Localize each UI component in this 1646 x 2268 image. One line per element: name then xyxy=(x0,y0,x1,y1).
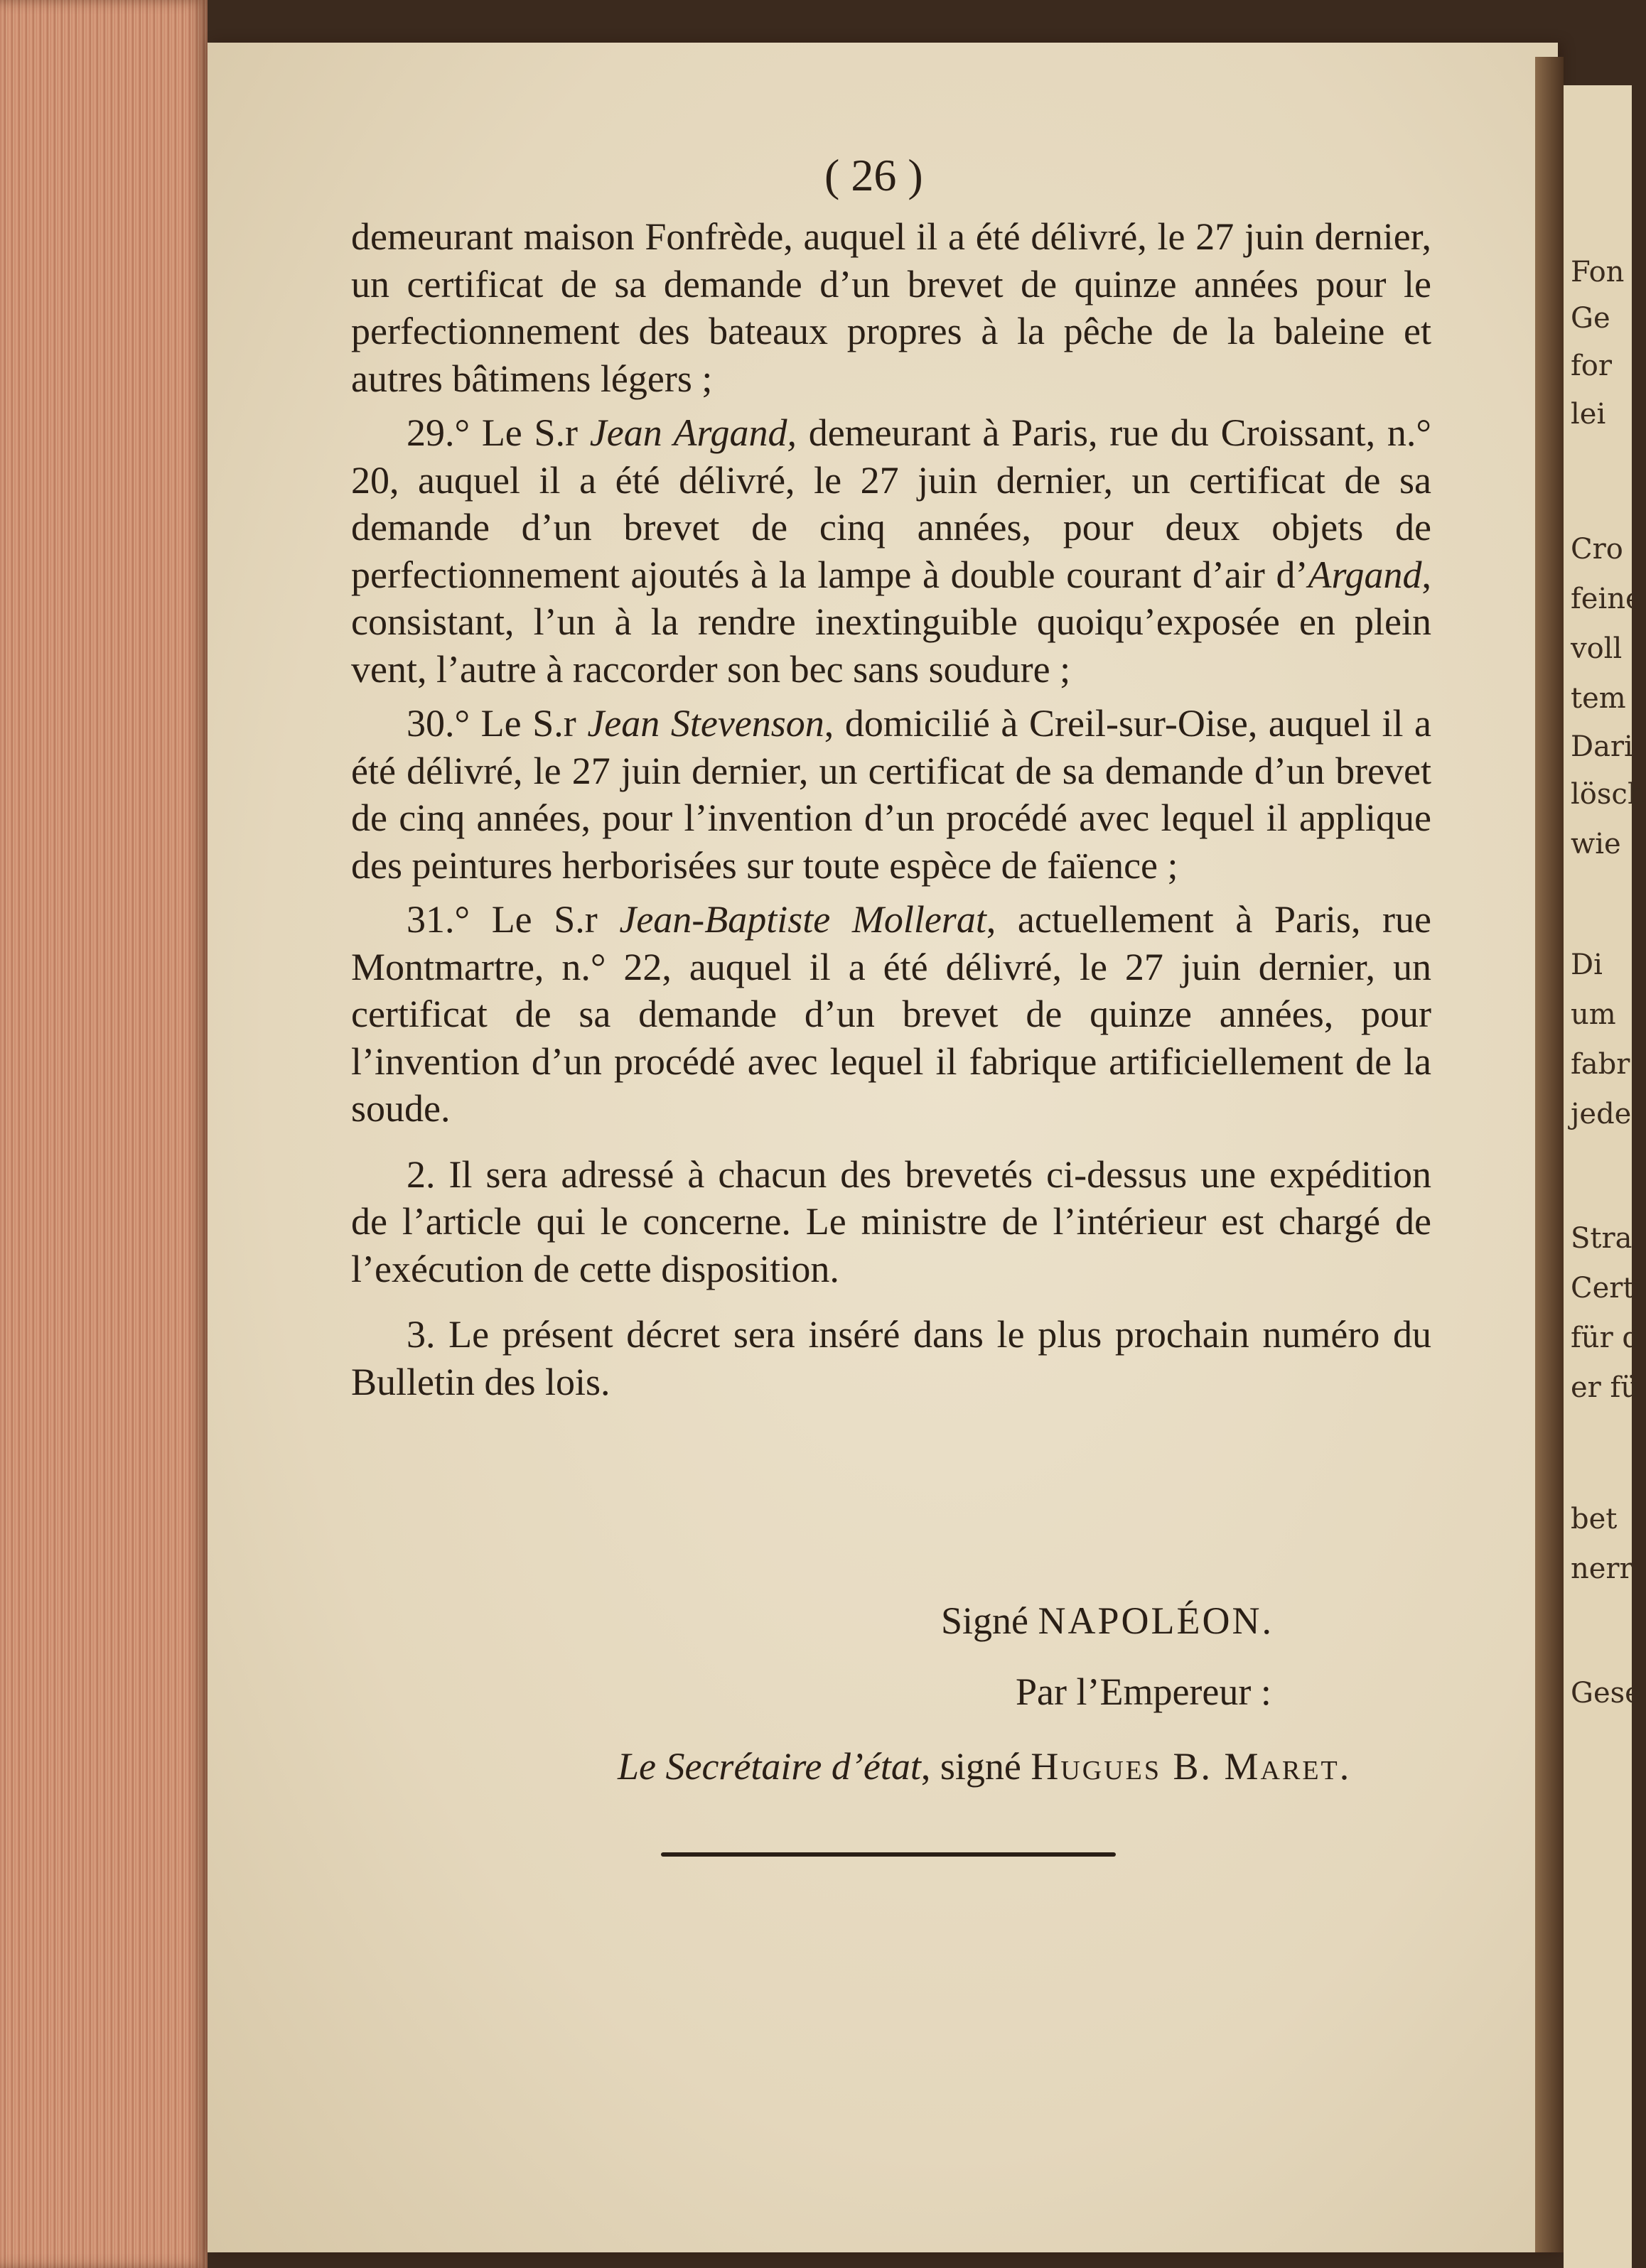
facing-fragment: for xyxy=(1571,350,1613,382)
facing-fragment: lei xyxy=(1571,398,1606,431)
person-name: Jean Stevenson xyxy=(587,702,824,745)
article-2: 2. Il sera adressé à chacun des brevetés ci-dessus une expédition de l’article qui le concerne. Le ministre de l’intérieur est chargé de l’exécution de cette disposition. xyxy=(351,1152,1431,1290)
facing-fragment: Fon xyxy=(1571,256,1625,288)
person-name: Jean-Baptiste Mollerat xyxy=(619,898,986,941)
facing-fragment: Dari xyxy=(1571,730,1633,763)
person-name: Jean Argand, xyxy=(589,411,797,454)
facing-fragment: bet xyxy=(1571,1503,1618,1535)
facing-fragment: um xyxy=(1571,998,1616,1031)
facing-fragment: nerr xyxy=(1571,1552,1633,1585)
facing-fragment: voll xyxy=(1571,632,1623,665)
facing-fragment: für d xyxy=(1571,1322,1641,1354)
article-3: 3. Le présent décret sera inséré dans le plus prochain numéro du Bulletin des lois. xyxy=(351,1313,1431,1403)
page-number: ( 26 ) xyxy=(824,150,923,200)
paragraph-30: 30.° Le S.r Jean Stevenson, domicilié à Creil-sur-Oise, auquel il a été délivré, le 27 juin dernier, un certificat de sa demande d’un brevet de cinq années, pour l’invention d’un procédé avec lequel il applique des peintures herborisées sur toute espèce de faïence ; xyxy=(351,702,1432,887)
facing-fragment: feine xyxy=(1571,583,1642,615)
facing-fragment: tem xyxy=(1571,682,1626,715)
facing-fragment: er fü xyxy=(1571,1371,1640,1404)
facing-fragment: Gese xyxy=(1571,1677,1642,1710)
facing-fragment: Stra xyxy=(1571,1222,1632,1255)
paragraph-28-continuation: demeurant maison Fonfrède, auquel il a été délivré, le 27 juin dernier, un certificat de sa demande d’un brevet de quinze années pour le perfectionnement des bateaux propres à la pêche de la baleine et autres bâtimens légers ; xyxy=(351,215,1431,400)
facing-fragment: wie xyxy=(1571,828,1621,860)
facing-fragment: lösch xyxy=(1571,778,1646,811)
main-text xyxy=(351,213,1431,1413)
facing-fragment: Di xyxy=(1571,949,1603,981)
person-name: Argand xyxy=(1308,553,1422,596)
paragraph-31: 31.° Le S.r Jean-Baptiste Mollerat, actuellement à Paris, rue Montmartre, n.° 22, auquel il a été délivré, le 27 juin dernier, un certificat de sa demande d’un brevet de quinze années, pour l’invention d’un procédé avec lequel il fabrique artificiellement de la soude. xyxy=(351,898,1431,1130)
page-edge-left xyxy=(0,0,208,2268)
facing-fragment: jede xyxy=(1571,1098,1632,1130)
facing-fragment: Cro xyxy=(1571,533,1623,566)
book-gutter xyxy=(1535,57,1564,2252)
signed-napoleon: Signé NAPOLÉON. xyxy=(941,1599,1274,1642)
facing-page xyxy=(1564,85,1646,2268)
by-emperor: Par l’Empereur : xyxy=(1016,1670,1271,1713)
closing-rule xyxy=(661,1852,1116,1857)
facing-fragment: Ge xyxy=(1571,302,1610,335)
facing-fragment: Certi xyxy=(1571,1272,1644,1305)
paragraph-29: 29.° Le S.r Jean Argand, demeurant à Paris, rue du Croissant, n.° 20, auquel il a été délivré, le 27 juin dernier, un certificat de sa demande d’un brevet de cinq années, pour deux objets de perfectionnement ajoutés à la lampe à double courant d’air d’Argand, consistant, l’un à la rendre inextinguible quoiqu’exposée en plein vent, l’autre à raccorder son bec sans soudure ; xyxy=(351,411,1431,691)
facing-fragment: fabr xyxy=(1571,1048,1630,1081)
secretary-signature: Le Secrétaire d’état, signé Hugues B. Maret. xyxy=(618,1745,1352,1788)
